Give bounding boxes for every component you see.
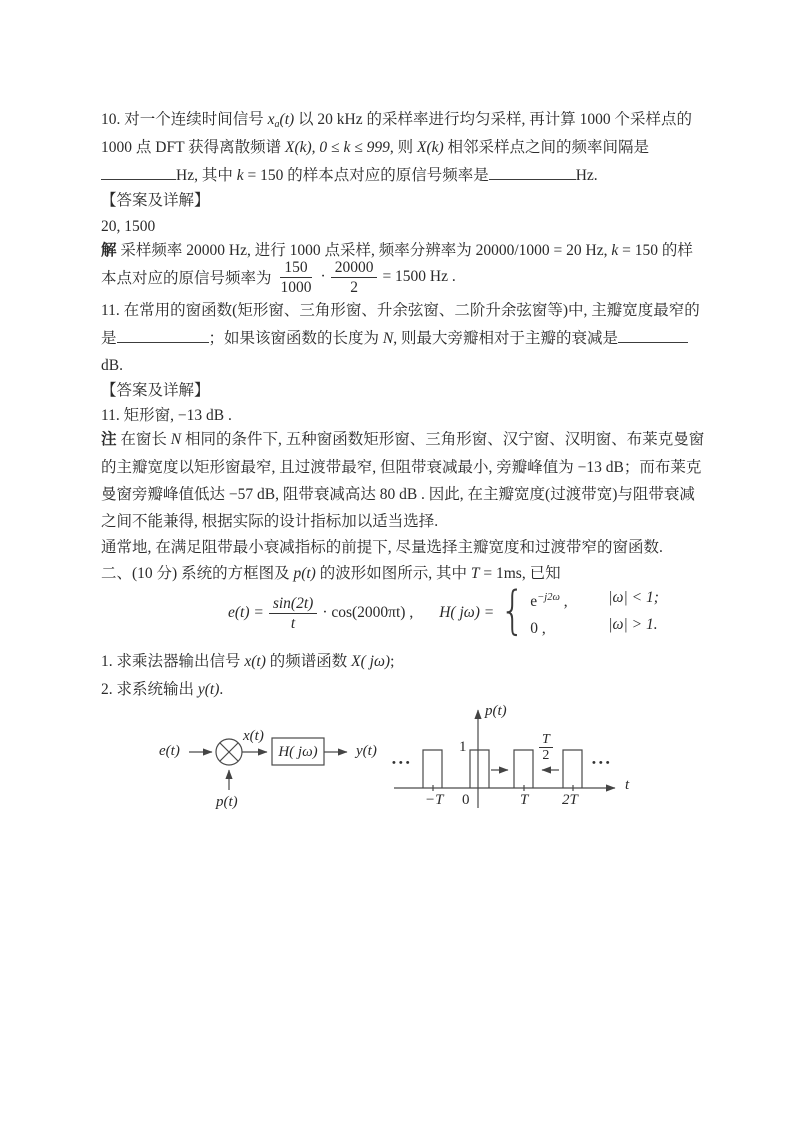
q11-note-line5: 通常地, 在满足阻带最小衰减指标的前提下, 尽量选择主瓣宽度和过渡带窄的窗函数.: [101, 539, 663, 556]
fraction-150-1000: $\frac{150}{1000}$: [280, 258, 312, 296]
q10-solution-line1: 解 采样频率 20000 Hz, 进行 1000 点采样, 频率分辨率为 20000/1000 = 20 Hz, k = 150 的样: [101, 242, 693, 259]
left-brace: {: [500, 581, 526, 641]
amplitude-one-label: 1: [459, 739, 467, 755]
ellipsis-left: •••: [392, 757, 413, 769]
pt-axis-label: p(t): [485, 703, 507, 719]
q10-text-line2: 1000 点 DFT 获得离散频谱 X(k), 0 ≤ k ≤ 999, 则 X(k) 相邻采样点之间的频率间隔是: [101, 139, 650, 156]
q10-solution-line2: [101, 256, 456, 298]
pulse-width-label: T 2: [539, 732, 553, 763]
fraction-20000-2: $\frac{20000}{2}$: [331, 258, 378, 297]
solution-prefix: 本点对应的原信号频率为: [101, 270, 272, 287]
ellipsis-right: •••: [592, 757, 613, 769]
q11-note-line1: 注 在窗长 N 相同的条件下, 五种窗函数矩形窗、三角形窗、汉宁窗、汉明窗、布莱克曼窗: [101, 431, 705, 448]
eq-lhs: e(t) =: [228, 604, 264, 621]
multiply-dot: ·: [320, 268, 326, 285]
section2-item2: 2. 求系统输出 y(t).: [101, 681, 224, 698]
section2-title: 二、(10 分) 系统的方框图及 p(t) 的波形如图所示, 其中 T = 1ms, 已知: [101, 565, 561, 582]
q10-text-line3: Hz, 其中 k = 150 的样本点对应的原信号频率是 Hz.: [101, 162, 701, 190]
eq-h-lhs: H( jω) =: [439, 604, 495, 621]
eq-case-2: 0 , |ω| > 1.: [530, 616, 658, 638]
filter-block-label: H( jω): [278, 744, 318, 760]
pulse-at-2T: [563, 750, 582, 788]
q11-note-line4: 之间不能兼得, 根据实际的设计指标加以适当选择.: [101, 513, 439, 530]
tick-label-2T: 2T: [562, 792, 578, 808]
solution-result: = 1500 Hz .: [382, 268, 456, 285]
q11-text-line3: dB.: [101, 357, 123, 374]
section2-item1: 1. 求乘法器输出信号 x(t) 的频谱函数 X( jω);: [101, 653, 395, 670]
q10-answer-header: 【答案及详解】: [101, 192, 210, 209]
output-signal-label: y(t): [356, 743, 377, 759]
tick-label-0: 0: [462, 792, 470, 808]
pulse-train-input-label: p(t): [216, 794, 238, 810]
input-signal-label: e(t): [159, 743, 180, 759]
pulse-at-minus-T: [423, 750, 442, 788]
eq-fraction-sin2t-t: $\frac{\sin(2t)}{t}$: [269, 594, 317, 633]
pulse-at-0: [470, 750, 489, 788]
eq-cases: [530, 586, 659, 640]
eq-cos-term: · cos(2000πt) ,: [322, 604, 414, 621]
q11-text-line2: 是 ；如果该窗函数的长度为 N, 则最大旁瓣相对于主瓣的衰减是: [101, 325, 701, 353]
q11-note-line2: 的主瓣宽度以矩形窗最窄, 且过渡带最窄, 但阻带衰减最小, 旁瓣峰值为 −13 dB；而布莱克: [101, 459, 702, 476]
pulse-at-T: [514, 750, 533, 788]
q11-text-line1: 11. 在常用的窗函数(矩形窗、三角形窗、升余弦窗、二阶升余弦窗等)中, 主瓣宽度最窄的: [101, 302, 700, 319]
q10-answer: 20, 1500: [101, 218, 156, 235]
tick-label-minus-T: −T: [425, 792, 444, 808]
tick-label-T: T: [520, 792, 529, 808]
q11-answer-header: 【答案及详解】: [101, 382, 210, 399]
section2-equation: [228, 581, 659, 641]
q10-text-line1: 10. 对一个连续时间信号 xa(t) 以 20 kHz 的采样率进行均匀采样, 再计算 1000 个采样点的: [101, 111, 692, 130]
eq-case-1: $e^{-j2\omega}$ , |ω| < 1;: [530, 588, 659, 610]
multiplier-output-label: x(t): [243, 728, 264, 744]
q11-note-line3: 曼窗旁瓣峰值低达 −57 dB, 阻带衰减高达 80 dB . 因此, 在主瓣宽度(过渡带宽)与阻带衰减: [101, 486, 695, 503]
system-figure: [101, 698, 701, 823]
time-axis-label: t: [625, 777, 630, 793]
q11-answer: 11. 矩形窗, −13 dB .: [101, 407, 232, 424]
